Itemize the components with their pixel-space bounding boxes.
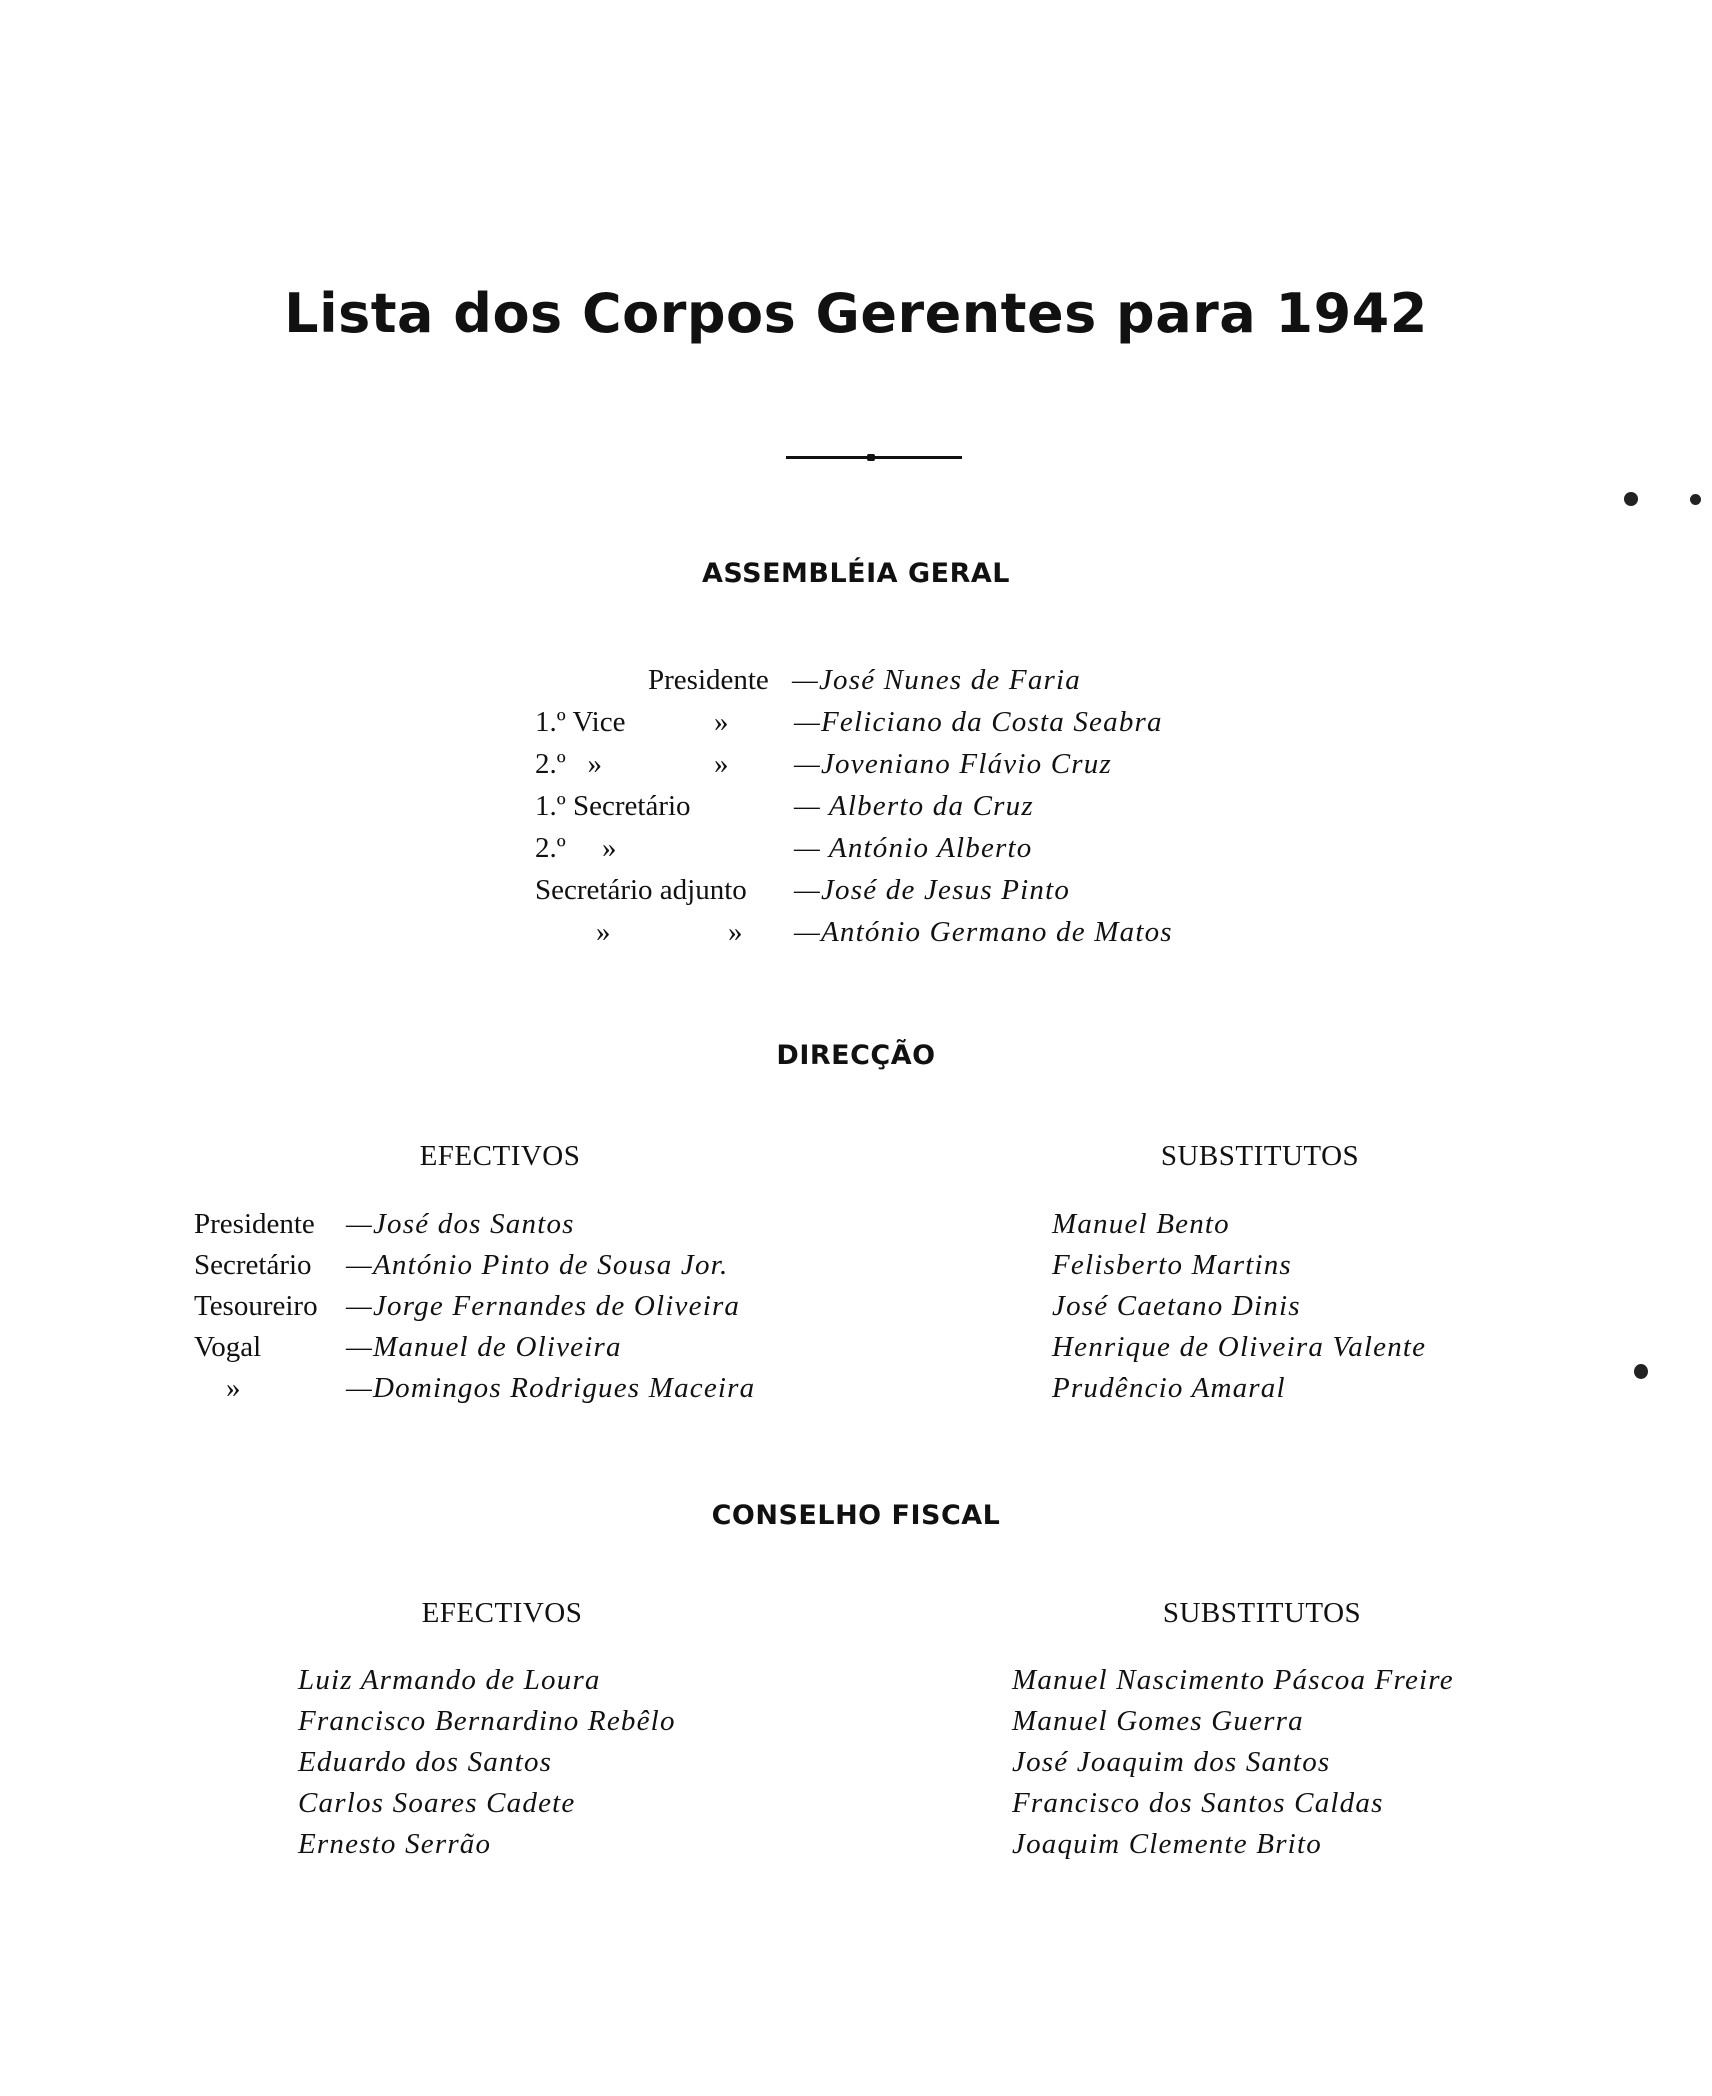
conselho-substituto: Manuel Gomes Guerra — [1012, 1705, 1304, 1737]
conselho-efectivo: Luiz Armando de Loura — [298, 1664, 601, 1696]
page-title: Lista dos Corpos Gerentes para 1942 — [284, 282, 1428, 345]
direccao-label: Vogal — [194, 1331, 262, 1363]
conselho-substituto: Francisco dos Santos Caldas — [1012, 1787, 1384, 1819]
assembleia-heading: ASSEMBLÉIA GERAL — [702, 558, 1010, 589]
assembleia-label: 2.º » — [535, 748, 602, 780]
direccao-substituto: Felisberto Martins — [1052, 1249, 1292, 1281]
assembleia-label: Presidente — [648, 664, 769, 696]
scan-speck — [1690, 494, 1701, 505]
assembleia-name: —Joveniano Flávio Cruz — [794, 748, 1112, 780]
scan-speck — [1634, 1364, 1648, 1379]
direccao-substituto: Prudêncio Amaral — [1052, 1372, 1286, 1404]
assembleia-name: —José Nunes de Faria — [792, 664, 1081, 696]
direccao-name: —Domingos Rodrigues Maceira — [346, 1372, 756, 1404]
conselho-substituto: José Joaquim dos Santos — [1012, 1746, 1331, 1778]
assembleia-label: » — [596, 916, 611, 948]
conselho-efectivos-heading: EFECTIVOS — [421, 1597, 583, 1629]
conselho-substitutos-heading: SUBSTITUTOS — [1162, 1597, 1362, 1629]
conselho-substituto: Joaquim Clemente Brito — [1012, 1828, 1322, 1860]
assembleia-label: 1.º Vice — [535, 706, 626, 738]
assembleia-name: —Feliciano da Costa Seabra — [794, 706, 1163, 738]
direccao-heading: DIRECÇÃO — [776, 1040, 936, 1071]
direccao-substituto: Manuel Bento — [1052, 1208, 1230, 1240]
conselho-efectivo: Francisco Bernardino Rebêlo — [298, 1705, 676, 1737]
assembleia-name: —António Germano de Matos — [794, 916, 1173, 948]
direccao-label: Presidente — [194, 1208, 315, 1240]
conselho-substituto: Manuel Nascimento Páscoa Freire — [1012, 1664, 1454, 1696]
assembleia-ditto: » — [714, 748, 729, 780]
scan-speck — [1624, 492, 1638, 506]
direccao-efectivos-heading: EFECTIVOS — [419, 1140, 581, 1172]
direccao-label: Secretário — [194, 1249, 312, 1281]
direccao-label: Tesoureiro — [194, 1290, 318, 1322]
assembleia-label: 1.º Secretário — [535, 790, 691, 822]
conselho-heading: CONSELHO FISCAL — [711, 1500, 1001, 1531]
direccao-substituto: José Caetano Dinis — [1052, 1290, 1301, 1322]
assembleia-label: Secretário adjunto — [535, 874, 747, 906]
direccao-name: —Manuel de Oliveira — [346, 1331, 622, 1363]
direccao-substituto: Henrique de Oliveira Valente — [1052, 1331, 1427, 1363]
conselho-efectivo: Carlos Soares Cadete — [298, 1787, 576, 1819]
conselho-efectivo: Ernesto Serrão — [298, 1828, 492, 1860]
direccao-name: —José dos Santos — [346, 1208, 575, 1240]
assembleia-name: — António Alberto — [794, 832, 1033, 864]
conselho-efectivo: Eduardo dos Santos — [298, 1746, 553, 1778]
assembleia-ditto: » — [714, 706, 729, 738]
divider-ornament — [867, 454, 875, 461]
assembleia-ditto: » — [728, 916, 743, 948]
assembleia-name: —José de Jesus Pinto — [794, 874, 1071, 906]
assembleia-name: — Alberto da Cruz — [794, 790, 1034, 822]
direccao-name: —António Pinto de Sousa Jor. — [346, 1249, 729, 1281]
direccao-substitutos-heading: SUBSTITUTOS — [1160, 1140, 1360, 1172]
direccao-label: » — [226, 1372, 241, 1404]
direccao-name: —Jorge Fernandes de Oliveira — [346, 1290, 741, 1322]
assembleia-label: 2.º » — [535, 832, 617, 864]
